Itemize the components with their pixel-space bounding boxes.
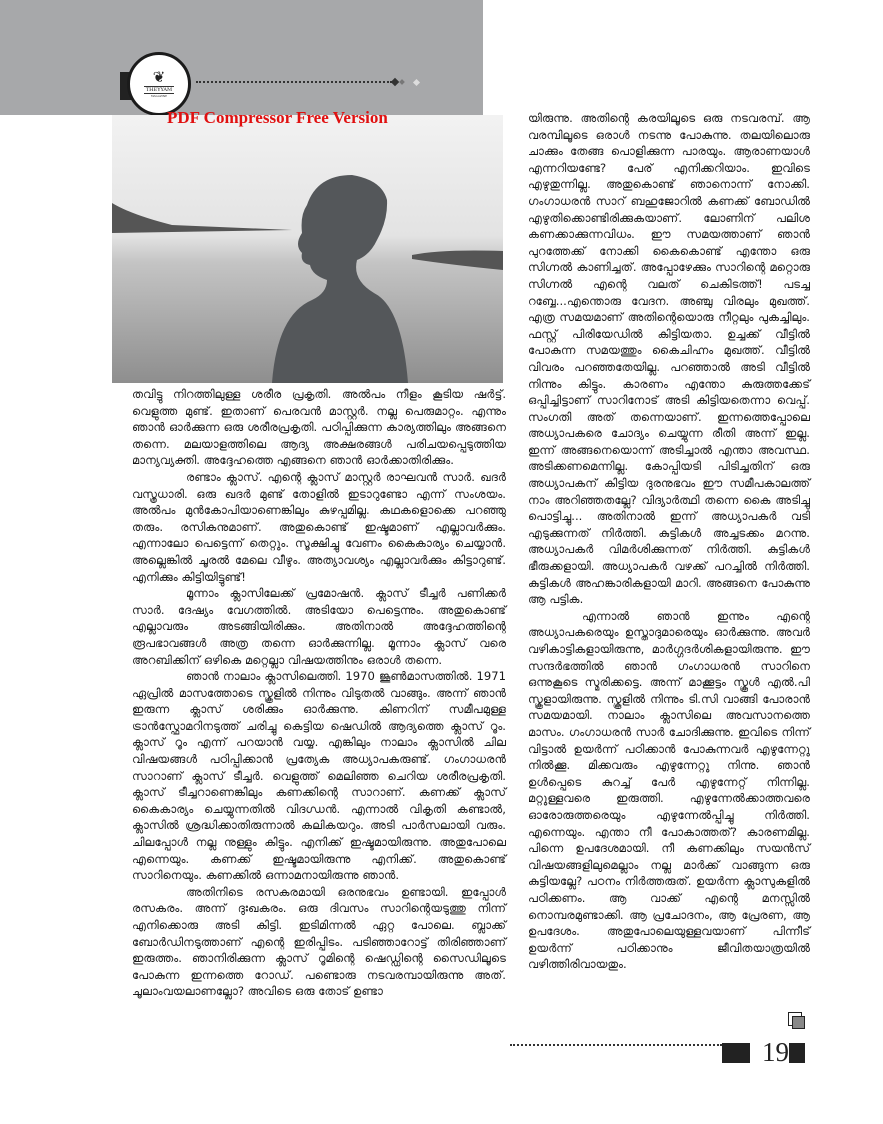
watermark-text: PDF Compressor Free Version (167, 108, 388, 127)
header-dotted-rule (196, 81, 392, 83)
page-number-block (789, 1043, 805, 1063)
logo-subtext: MAGAZINE (150, 94, 168, 98)
paragraph: തവിട്ടു നിറത്തിലുള്ള ശരീര പ്രകൃതി. അൽപം നീളം കൂടിയ ഷർട്ട്. വെളുത്ത മുണ്ട്. ഇതാണ് പെരവൻ മാസ്റ്റർ. നല്ല പെരുമാറ്റം. എന്നും ഞാൻ ഓർക്കുന്ന ഒരു ശരീരപ്രകൃതി. പഠിപ്പിക്കുന്ന കാര്യത്തിലും അങ്ങനെ തന്നെ. മലയാളത്തിലെ ആദ്യ അക്ഷരങ്ങൾ പരിചയപ്പെടുത്തിയ മാന്യവ്യക്തി. അദ്ദേഹത്തെ എങ്ങനെ ഞാൻ ഓർക്കാതിരിക്കും. (132, 387, 506, 468)
footer-dotted-rule (510, 1044, 722, 1046)
footer-block (722, 1043, 750, 1063)
paragraph: അതിനിടെ രസകരമായി ഒരനുഭവം ഉണ്ടായി. ഇപ്പോൾ രസകരം. അന്ന് ദുഃഖകരം. ഒരു ദിവസം സാറിന്റെയടുത്തു നിന്ന് എനിക്കൊരു അടി കിട്ടി. ഇടിമിന്നൽ ഏറ്റ പോലെ. ബ്ലാക്ക് ബോർഡിനടുത്താണ് എന്റെ ഇരിപ്പിടം. പടിഞ്ഞാറോട്ട് തിരിഞ്ഞാണ് ഇരുത്തം. ഞാനിരിക്കുന്ന ക്ലാസ് റൂമിന്റെ ഷെഡ്ഡിന്റെ സൈഡിലൂടെ പോകുന്ന ഇന്നത്തെ റോഡ്. പണ്ടൊരു നടവരമ്പായിരുന്നു അത്. ചൂലാംവയലാണല്ലോ? അവിടെ ഒരു തോട് ഉണ്ടാ (132, 884, 506, 999)
paragraph: രണ്ടാം ക്ലാസ്. എന്റെ ക്ലാസ് മാസ്റ്റർ രാഘവൻ സാർ. ഖദർ വസ്ത്രധാരി. ഒരു ഖദർ മുണ്ട് തോളിൽ ഇടാറുണ്ടോ എന്ന് സംശയം. അൽപം മുൻകോപിയാണെങ്കിലും കുഴപ്പമില്ല. കഥകളൊക്കെ പറഞ്ഞു തരും. രസികനുമാണ്. അതുകൊണ്ട് ഇഷ്ടമാണ് എല്ലാവർക്കും. എന്നാലോ പെട്ടെന്ന് തെറ്റും. സൂക്ഷിച്ചു വേണം കൈകാര്യം ചെയ്യാൻ. അല്ലെങ്കിൽ ചൂരൽ മേലെ വീഴും. അത്യാവശ്യം എല്ലാവർക്കും കിട്ടാറുണ്ട്. എനിക്കും കിട്ടിയിട്ടുണ്ട്! (132, 469, 506, 584)
end-of-article-icon (788, 1012, 804, 1028)
silhouette-photo (112, 115, 503, 383)
paragraph: എന്നാൽ ഞാൻ ഇന്നും എന്റെ അധ്യാപകരെയും ഉസ്താദുമാരെയും ഓർക്കുന്നു. അവർ വഴികാട്ടികളായിരുന്നു, മാർഗ്ഗദർശികളായിരുന്നു. ഈ സന്ദർഭത്തിൽ ഞാൻ ഗംഗാധരൻ സാറിനെ ഒന്നുകൂടെ സ്മരിക്കട്ടെ. അന്ന് മാക്കൂട്ടം സ്കൂൾ എൽ.പി സ്കൂളായിരുന്നു. സ്കൂളിൽ നിന്നും ടി.സി വാങ്ങി പോരാൻ സമയമായി. നാലാം ക്ലാസിലെ അവസാനത്തെ മാസം. ഗംഗാധരൻ സാർ ചോദിക്കുന്നു. ഇവിടെ നിന്ന് വിട്ടാൽ ഉയർന്ന് പഠിക്കാൻ പോകുന്നവർ എഴുന്നേറ്റു നിൽക്കൂ. മിക്കവരും എഴുന്നേറ്റു നിന്നു. ഞാൻ ഉൾപ്പെടെ കുറച്ച് പേർ എഴുന്നേറ്റ് നിന്നില്ല. മറ്റുള്ളവരെ ഇരുത്തി. എഴുന്നേൽക്കാത്തവരെ ഓരോരുത്തരെയും എഴുന്നേൽപ്പിച്ചു നിർത്തി. എന്നെയും. എന്താ നീ പോകാത്തത്? കാരണമില്ല. പിന്നെ ഉപദേശമായി. നീ കണക്കിലും സയൻസ് വിഷയങ്ങളിലുമെല്ലാം നല്ല മാർക്ക് വാങ്ങുന്ന ഒരു കുട്ടിയല്ലേ? പഠനം നിർത്തരുത്. ഉയർന്ന ക്ലാസുകളിൽ പഠിക്കണം. ആ വാക്ക് എന്റെ മനസ്സിൽ നൊമ്പരമുണ്ടാക്കി. ആ പ്രചോദനം, ആ പ്രേരണ, ആ ഉപദേശം. അതുപോലെയുള്ളവയാണ് പിന്നീട് ഉയർന്ന് പഠിക്കാനും ജീവിതയാത്രയിൽ വഴിത്തിരിവായതും. (528, 608, 810, 972)
paragraph: യിരുന്നു. അതിന്റെ കരയിലൂടെ ഒരു നടവരമ്പ്. ആ വരമ്പിലൂടെ ഒരാൾ നടന്നു പോകുന്നു. തലയിലൊരു ചാക്കും തേങ്ങ പൊളിക്കുന്ന പാരയും. ആരാണയാൾ എന്നറിയണ്ടേ? പേര് എനിക്കറിയാം. ഇവിടെ എഴുതുന്നില്ല. അതുകൊണ്ട് ഞാനൊന്ന് നോക്കി. ഗംഗാധരൻ സാറ് ബഹുജോറിൽ കണക്ക് ബോഡിൽ എഴുതിക്കൊണ്ടിരിക്കുകയാണ്. ലോണിന് പലിശ കണക്കാക്കുന്നവിധം. ഈ സമയത്താണ് ഞാൻ പുറത്തേക്ക് നോക്കി കൈകൊണ്ട് എന്തോ ഒരു സിഗ്നൽ കാണിച്ചത്. അപ്പോഴേക്കും സാറിന്റെ മറ്റൊരു സിഗ്നൽ എന്റെ വലത് ചെകിടത്ത്! പടച്ച റബ്ബേ...എന്തൊരു വേദന. അഞ്ചു വിരലും മുഖത്ത്. എത്ര സമയമാണ് അതിന്റെയൊരു നീറ്റലും പുകച്ചിലും. ഫസ്റ്റ് പിരിയേഡിൽ കിട്ടിയതാ. ഉച്ചക്ക് വീട്ടിൽ പോകുന്ന സമയത്തും കൈചിഹ്നം മുഖത്ത്. വീട്ടിൽ വിവരം പറഞ്ഞതേയില്ല. പറഞ്ഞാൽ അടി വീട്ടിൽ നിന്നും കിട്ടും. കാരണം എന്തോ കുരുത്തക്കേട് ഒപ്പിച്ചിട്ടാണ് സാറിനോട് അടി കിട്ടിയതെന്നാ വെപ്പ്. സംഗതി അത് തന്നെയാണ്. ഇന്നത്തെപ്പോലെ അധ്യാപകരെ ചോദ്യം ചെയ്യുന്ന രീതി അന്ന് ഇല്ല. ഇന്ന് അങ്ങനെയൊന്ന് അടിച്ചാൽ എന്താ അവസ്ഥ. അടിക്കണമെന്നില്ല. കോപ്പിയടി പിടിച്ചതിന് ഒരു അധ്യാപകന് കിട്ടിയ ദുരനുഭവം ഈ സമീപകാലത്ത് നാം അറിഞ്ഞതല്ലേ? വിദ്യാർത്ഥി തന്നെ കൈ അടിച്ചു പൊട്ടിച്ചു... അതിനാൽ ഇന്ന് അധ്യാപകർ വടി എടുക്കുന്നത് നിർത്തി. കുട്ടികൾ അച്ചടക്കം മറന്നു. അധ്യാപകർ വിമർശിക്കുന്നത് നിർത്തി. കുട്ടികൾ ഭീരുക്കളായി. അധ്യാപകർ വഴക്ക് പറച്ചിൽ നിർത്തി. കുട്ടികൾ അഹങ്കാരികളായി മാറി. അങ്ങനെ പോകുന്നു ആ പട്ടിക. (528, 111, 810, 607)
magazine-logo (127, 52, 191, 116)
article-column-left (132, 386, 506, 1000)
paragraph: ഞാൻ നാലാം ക്ലാസിലെത്തി. 1970 ജൂൺമാസത്തിൽ. 1971 ഏപ്രിൽ മാസത്തോടെ സ്കൂളിൽ നിന്നും വിടുതൽ വാങ്ങും. അന്ന് ഞാൻ ഇരുന്ന ക്ലാസ് ശരിക്കും ഓർക്കുന്നു. കിണറിന് സമീപമുള്ള ട്രാൻസ്ഫോമറിനടുത്ത് ചരിച്ചു കെട്ടിയ ഷെഡിൽ ആദ്യത്തെ ക്ലാസ് റൂം. ക്ലാസ് റൂം എന്ന് പറയാൻ വയ്യ. എങ്കിലും നാലാം ക്ലാസിൽ ചില വിഷയങ്ങൾ പഠിപ്പിക്കാൻ പ്രത്യേക അധ്യാപകരുണ്ട്. ഗംഗാധരൻ സാറാണ് ക്ലാസ് ടീച്ചർ. വെളുത്ത് മെലിഞ്ഞ ചെറിയ ശരീരപ്രകൃതി. ക്ലാസ് ടീച്ചറാണെങ്കിലും കണക്കിന്റെ സാറാണ്. കണക്ക് ക്ലാസ് കൈകാര്യം ചെയ്യുന്നതിൽ വിദഗ്ധൻ. എന്നാൽ വികൃതി കണ്ടാൽ, ക്ലാസിൽ ശ്രദ്ധിക്കാതിരുന്നാൽ കലികയറും. അടി പാർസലായി വരും. ചിലപ്പോൾ നല്ല നുള്ളും കിട്ടും. എനിക്ക് ഇഷ്ടമായിരുന്നു. അതുപോലെ എന്നെയും. കണക്ക് ഇഷ്ടമായിരുന്നു എനിക്ക്. അതുകൊണ്ട് സാറിനെയും. കണക്കിൽ ഒന്നാമനായിരുന്നു ഞാൻ. (132, 669, 506, 883)
paragraph: മൂന്നാം ക്ലാസിലേക്ക് പ്രമോഷൻ. ക്ലാസ് ടീച്ചർ പണിക്കർ സാർ. ദേഷ്യം വേഗത്തിൽ. അടിയോ പെട്ടെന്നും. അതുകൊണ്ട് എല്ലാവരും അടങ്ങിയിരിക്കും. അതിനാൽ അദ്ദേഹത്തിന്റെ രൂപഭാവങ്ങൾ അത്ര തന്നെ ഓർക്കുന്നില്ല. മൂന്നാം ക്ലാസ് വരെ അറബിക്കിന് ഒഴികെ മറ്റെല്ലാ വിഷയത്തിനും ഒരാൾ തന്നെ. (132, 586, 506, 667)
header-band (0, 0, 483, 115)
logo-text: THEYYAM (145, 87, 173, 93)
page-number: 19 (762, 1037, 789, 1067)
ornament-icon: ❦ (152, 68, 166, 86)
article-column-right (528, 110, 810, 973)
article-photo (112, 115, 503, 383)
